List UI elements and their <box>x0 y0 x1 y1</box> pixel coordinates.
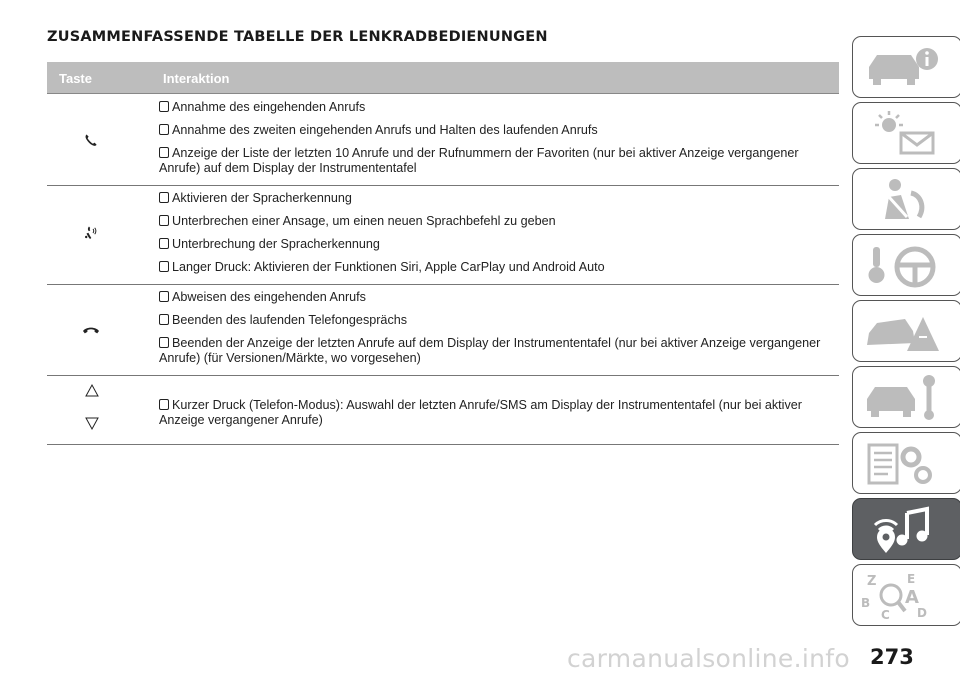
tab-warning-lights[interactable] <box>852 102 960 164</box>
header-key: Taste <box>59 71 92 86</box>
watermark-text: carmanualsonline.info <box>567 644 850 673</box>
bullet-icon <box>159 238 169 249</box>
steering-wheel-icon <box>861 241 951 291</box>
page-number: 273 <box>870 645 914 669</box>
bullet-icon <box>159 399 169 410</box>
bullet-icon <box>159 101 169 112</box>
svg-text:A: A <box>905 587 919 608</box>
warning-lights-icon <box>861 109 951 159</box>
list-item: Beenden des laufenden Telefongesprächs <box>159 313 835 328</box>
list-item: Annahme des eingehenden Anrufs <box>159 100 835 115</box>
tab-breakdown[interactable] <box>852 300 960 362</box>
list-item: Abweisen des eingehenden Anrufs <box>159 290 835 305</box>
maintenance-icon <box>861 373 951 423</box>
table-row <box>47 284 839 376</box>
car-info-icon <box>861 43 951 93</box>
svg-text:Z: Z <box>867 574 877 589</box>
key-cell <box>47 185 142 284</box>
phone-answer-icon <box>84 133 98 147</box>
voice-command-icon <box>83 225 99 241</box>
table-row <box>47 185 839 285</box>
interaction-list <box>159 398 835 436</box>
bullet-icon <box>159 124 169 135</box>
key-cell <box>47 94 142 185</box>
multimedia-icon <box>861 505 951 555</box>
interaction-list <box>159 290 835 374</box>
list-item: Annahme des zweiten eingehenden Anrufs und Halten des laufenden Anrufs <box>159 123 835 138</box>
table-row <box>47 94 839 186</box>
svg-text:D: D <box>917 606 927 620</box>
list-item: Unterbrechung der Spracherkennung <box>159 237 835 252</box>
list-item: Kurzer Druck (Telefon-Modus): Auswahl der letzten Anrufe/SMS am Display der Instrumententafel (nur bei aktiver Anzeige vergangener Anrufe) <box>159 398 802 427</box>
breakdown-icon <box>861 307 951 357</box>
list-item: Beenden der Anzeige der letzten Anrufe auf dem Display der Instrumententafel (nur bei aktiver Anzeige vergangener Anrufe) (für Versionen/Märkte, wo vorgesehen) <box>159 336 821 365</box>
up-down-arrows-icon <box>85 383 99 433</box>
list-item: Aktivieren der Spracherkennung <box>159 191 835 206</box>
technical-data-icon <box>861 439 951 489</box>
svg-text:B: B <box>861 596 871 610</box>
key-cell <box>47 375 142 444</box>
header-interaction: Interaktion <box>163 71 230 86</box>
tab-technical-data[interactable] <box>852 432 960 494</box>
list-item: Langer Druck: Aktivieren der Funktionen Siri, Apple CarPlay und Android Auto <box>159 260 835 275</box>
tab-maintenance[interactable] <box>852 366 960 428</box>
svg-text:E: E <box>907 572 916 586</box>
safety-seatbelt-icon <box>861 175 951 225</box>
svg-text:C: C <box>881 608 890 621</box>
table-header <box>47 62 839 94</box>
index-icon <box>861 571 951 621</box>
bullet-icon <box>159 314 169 325</box>
list-item: Unterbrechen einer Ansage, um einen neuen Sprachbefehl zu geben <box>159 214 835 229</box>
table-row <box>47 375 839 445</box>
interaction-list <box>159 191 835 283</box>
bullet-icon <box>159 291 169 302</box>
phone-hangup-icon <box>82 325 100 335</box>
tab-steering[interactable] <box>852 234 960 296</box>
list-item: Anzeige der Liste der letzten 10 Anrufe und der Rufnummern der Favoriten (nur bei aktiver Anzeige vergangener Anrufe) auf dem Display der Instrumententafel <box>159 146 799 175</box>
tab-safety[interactable] <box>852 168 960 230</box>
key-cell <box>47 284 142 375</box>
bullet-icon <box>159 215 169 226</box>
tab-index[interactable] <box>852 564 960 626</box>
tab-car-info[interactable] <box>852 36 960 98</box>
tab-multimedia[interactable] <box>852 498 960 560</box>
bullet-icon <box>159 192 169 203</box>
bullet-icon <box>159 337 169 348</box>
bullet-icon <box>159 147 169 158</box>
bullet-icon <box>159 261 169 272</box>
page-title: ZUSAMMENFASSENDE TABELLE DER LENKRADBEDIENUNGEN <box>47 29 548 45</box>
interaction-list <box>159 100 835 184</box>
